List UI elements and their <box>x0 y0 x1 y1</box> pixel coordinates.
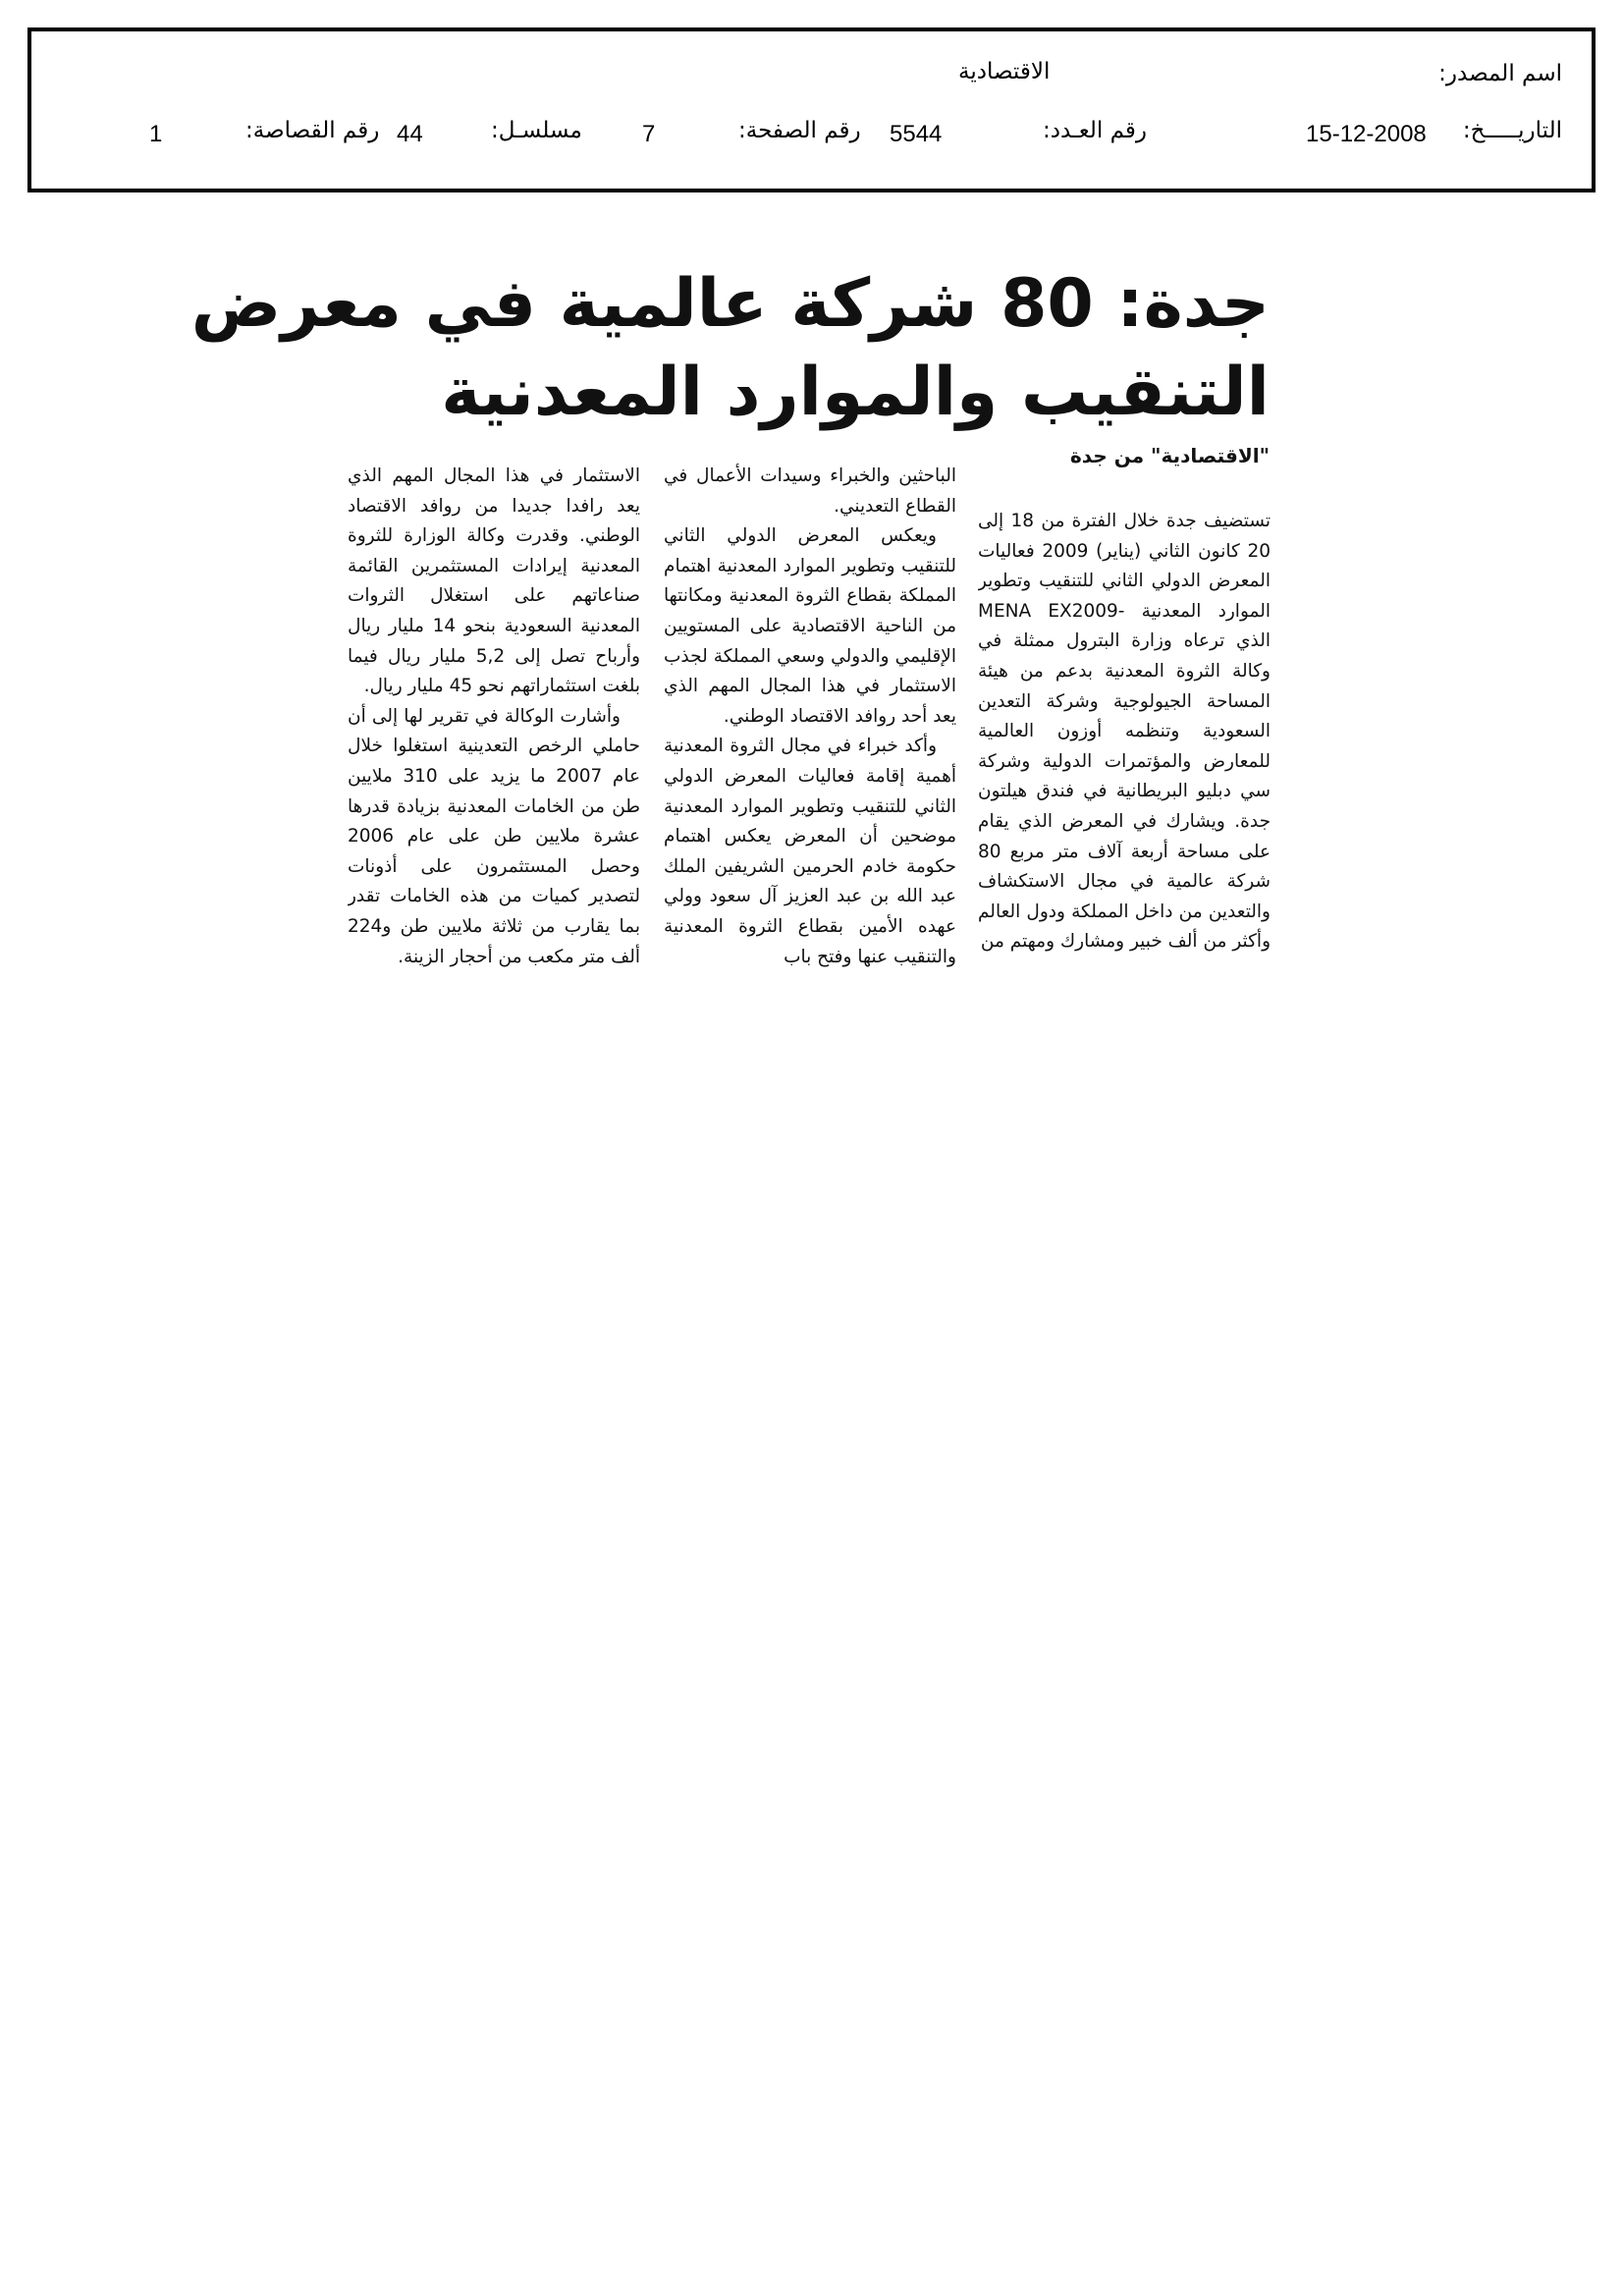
page-label: رقم الصفحة: <box>738 118 861 143</box>
headline-line-2: التنقيب والموارد المعدنية <box>441 354 1270 431</box>
column-3-paragraph: الاستثمار في هذا المجال المهم الذي يعد رافدا جديدا من روافد الاقتصاد الوطني. وقدرت وكالة الوزارة للثروة المعدنية إيرادات المستثمرين القائمة صناعاتهم على استغلال الثروات المعدنية السعودية بنحو 14 مليار ريال وأرباح تصل إلى 5,2 مليار ريال فيما بلغت استثماراتهم نحو 45 مليار ريال. <box>348 465 640 697</box>
column-2-paragraph: وأكد خبراء في مجال الثروة المعدنية أهمية إقامة فعاليات المعرض الدولي الثاني للتنقيب وتطوير الموارد المعدنية موضحين أن المعرض يعكس اهتمام حكومة خادم الحرمين الشريفين الملك عبد الله بن عبد العزيز آل سعود وولي عهده الأمين بقطاع الثروة المعدنية والتنقيب عنها وفتح باب <box>664 736 956 967</box>
column-2-paragraph: ويعكس المعرض الدولي الثاني للتنقيب وتطوير الموارد المعدنية اهتمام المملكة بقطاع الثروة المعدنية ومكانتها من الناحية الاقتصادية على المستويين الإقليمي والدولي وسعي المملكة لجذب الاستثمار في هذا المجال المهم الذي يعد أحد روافد الاقتصاد الوطني. <box>664 525 956 727</box>
column-2-paragraph: الباحثين والخبراء وسيدات الأعمال في القطاع التعديني. <box>664 465 956 517</box>
page-value: 7 <box>642 121 656 147</box>
column-3-paragraph: وأشارت الوكالة في تقرير لها إلى أن حاملي الرخص التعدينية استغلوا خلال عام 2007 ما يزيد على 310 ملايين طن من الخامات المعدنية بزيادة قدرها عشرة ملايين طن على عام 2006 وحصل المستثمرون على أذونات لتصدير كميات من هذه الخامات تقدر بما يقارب من ثلاثة ملايين طن و224 ألف متر مكعب من أحجار الزينة. <box>348 705 640 967</box>
clipping-label: رقم القصاصة: <box>245 118 380 143</box>
clipping-header <box>27 27 1596 192</box>
headline-line-1: جدة: 80 شركة عالمية في معرض <box>190 265 1270 343</box>
article-column-3 <box>348 462 640 1037</box>
date-value: 15-12-2008 <box>1306 121 1427 147</box>
date-label: التاريـــــخ: <box>1462 118 1562 143</box>
byline: "الاقتصادية" من جدة <box>1069 444 1270 467</box>
article-column-2 <box>664 462 956 1037</box>
article-column-1 <box>978 507 1271 1037</box>
serial-value: 44 <box>397 121 423 147</box>
source-value: الاقتصادية <box>958 59 1051 84</box>
issue-value: 5544 <box>890 121 943 147</box>
serial-label: مسلسـل: <box>491 118 582 143</box>
source-label: اسم المصدر: <box>1438 61 1562 86</box>
clipping-value: 1 <box>149 121 163 147</box>
column-1-paragraph: تستضيف جدة خلال الفترة من 18 إلى 20 كانون الثاني (يناير) 2009 فعاليات المعرض الدولي الثاني للتنقيب وتطوير الموارد المعدنية -MENA EX2009 الذي ترعاه وزارة البترول ممثلة في وكالة الثروة المعدنية بدعم من هيئة المساحة الجيولوجية وشركة التعدين السعودية وتنظمه أوزون العالمية للمعارض والمؤتمرات الدولية وشركة سي دبليو البريطانية في فندق هيلتون جدة. ويشارك في المعرض الذي يقام على مساحة أربعة آلاف متر مربع 80 شركة عالمية في مجال الاستكشاف والتعدين من داخل المملكة ودول العالم وأكثر من ألف خبير ومشارك ومهتم من <box>978 511 1271 953</box>
issue-label: رقم العـدد: <box>1043 118 1148 143</box>
